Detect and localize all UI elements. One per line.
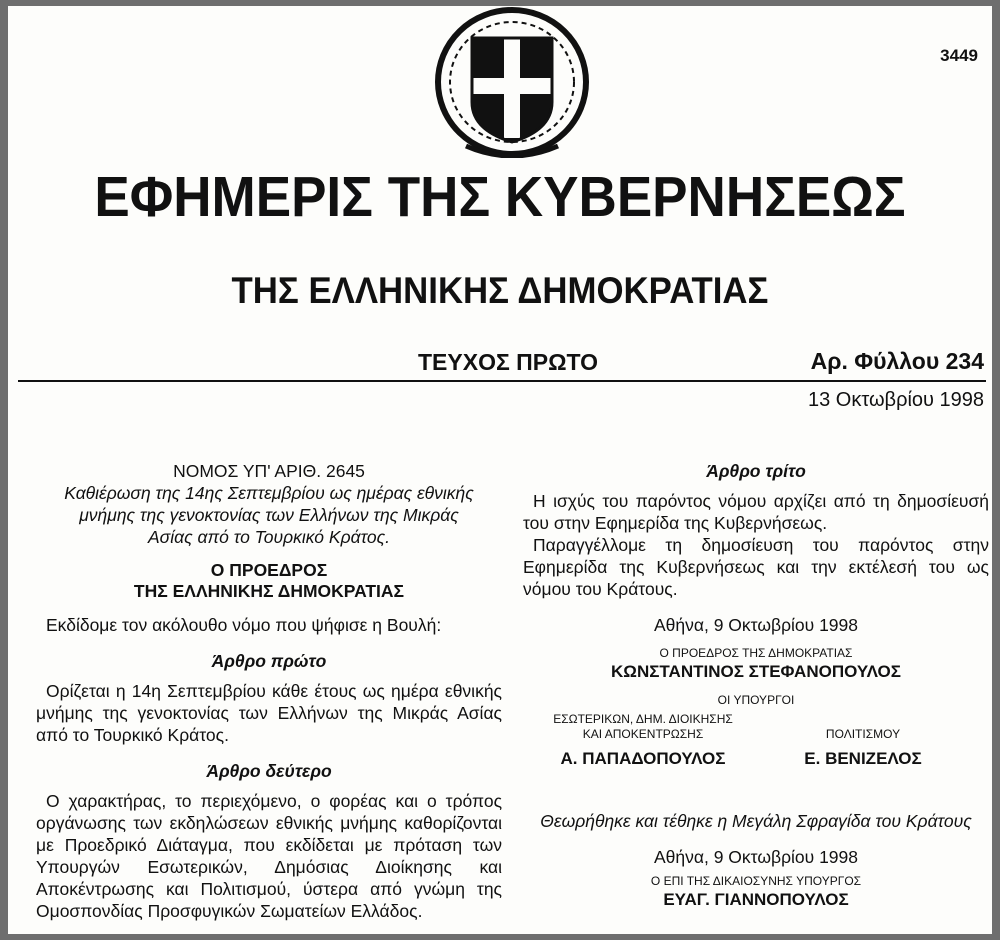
ministers-signatures (523, 712, 989, 780)
place-date: Αθήνα, 9 Οκτωβρίου 1998 (653, 615, 859, 635)
publication-order: Παραγγέλλομε τη δημοσίευση του παρόντος στην Εφημερίδα της Κυβερνήσεως και την εκτέλεσή του ως νόμου του Κράτους. (523, 535, 989, 599)
minister1-name: Α. ΠΑΠΑΔΟΠΟΥΛΟΣ (560, 749, 726, 768)
justice-minister-title: Ο ΕΠΙ ΤΗΣ ΔΙΚΑΙΟΣΥΝΗΣ ΥΠΟΥΡΓΟΣ (650, 874, 862, 888)
president-title: Ο ΠΡΟΕΔΡΟΣ ΤΗΣ ΔΗΜΟΚΡΑΤΙΑΣ (659, 646, 853, 660)
law-title: Καθιέρωση της 14ης Σεπτεμβρίου ως ημέρας εθνικής μνήμης της γενοκτονίας των Ελλήνων της Μικράς Ασίας από το Τουρκικό Κράτος. (64, 483, 474, 547)
issue-date: 13 Οκτωβρίου 1998 (807, 389, 984, 411)
page-number: 3449 (940, 46, 978, 65)
article1-heading: Άρθρο πρώτο (211, 651, 327, 671)
article3-heading: Άρθρο τρίτο (706, 461, 806, 481)
coat-of-arms-icon (432, 6, 592, 158)
article2-heading: Άρθρο δεύτερο (206, 761, 332, 781)
minister-culture (763, 712, 963, 770)
article3-text: Η ισχύς του παρόντος νόμου αρχίζει από τη δημοσίευσή του στην Εφημερίδα της Κυβερνήσεως. (523, 491, 989, 533)
preamble: Εκδίδομε τον ακόλουθο νόμο που ψήφισε η Βουλή: (46, 615, 442, 635)
issue-type: ΤΕΥΧΟΣ ΠΡΩΤΟ (418, 349, 599, 375)
place-date-2: Αθήνα, 9 Οκτωβρίου 1998 (653, 847, 859, 867)
right-column (523, 450, 989, 911)
president-heading (36, 560, 502, 602)
gazette-subtitle: ΤΗΣ ΕΛΛΗΝΙΚΗΣ ΔΗΜΟΚΡΑΤΙΑΣ (231, 270, 769, 311)
seal-text: Θεωρήθηκε και τέθηκε η Μεγάλη Σφραγίδα του Κράτους (540, 811, 972, 831)
minister2-title: ΠΟΛΙΤΙΣΜΟΥ (825, 727, 901, 741)
president-heading-line1: Ο ΠΡΟΕΔΡΟΣ (210, 560, 328, 580)
header-divider (18, 380, 986, 382)
left-column (36, 450, 502, 922)
gazette-title: ΕΦΗΜΕΡΙΣ ΤΗΣ ΚΥΒΕΡΝΗΣΕΩΣ (94, 165, 906, 229)
president-name: ΚΩΝΣΤΑΝΤΙΝΟΣ ΣΤΕΦΑΝΟΠΟΥΛΟΣ (611, 662, 901, 681)
article1-text: Ορίζεται η 14η Σεπτεμβρίου κάθε έτους ως ημέρα εθνικής μνήμης της γενοκτονίας των Ελλήνων της Μικράς Ασίας από το Τουρκικό Κράτος. (36, 681, 502, 745)
minister-interior (543, 712, 743, 770)
minister2-name: Ε. ΒΕΝΙΖΕΛΟΣ (804, 749, 922, 768)
president-heading-line2: ΤΗΣ ΕΛΛΗΝΙΚΗΣ ΔΗΜΟΚΡΑΤΙΑΣ (133, 581, 405, 601)
minister1-title-line1: ΕΣΩΤΕΡΙΚΩΝ, ΔΗΜ. ΔΙΟΙΚΗΣΗΣ (553, 712, 733, 726)
gazette-page (8, 6, 992, 934)
article2-text: Ο χαρακτήρας, το περιεχόμενο, ο φορέας και ο τρόπος οργάνωσης των εκδηλώσεων εθνικής μνήμης καθορίζονται με Προεδρικό Διάταγμα, που εκδίδεται με πρόταση των Υπουργών Εσωτερικών, Δημόσιας Διοίκησης και Αποκέντρωσης και Πολιτισμού, ύστερα από γνώμη της Ομοσπονδίας Προσφυγικών Σωματείων Ελλάδος. (36, 791, 502, 921)
ministers-label: ΟΙ ΥΠΟΥΡΓΟΙ (717, 693, 795, 707)
minister1-title-line2: ΚΑΙ ΑΠΟΚΕΝΤΡΩΣΗΣ (582, 727, 704, 741)
law-number: ΝΟΜΟΣ ΥΠ' ΑΡΙΘ. 2645 (173, 461, 365, 481)
sheet-number: Αρ. Φύλλου 234 (810, 348, 984, 374)
justice-minister-name: ΕΥΑΓ. ΓΙΑΝΝΟΠΟΥΛΟΣ (663, 890, 849, 909)
